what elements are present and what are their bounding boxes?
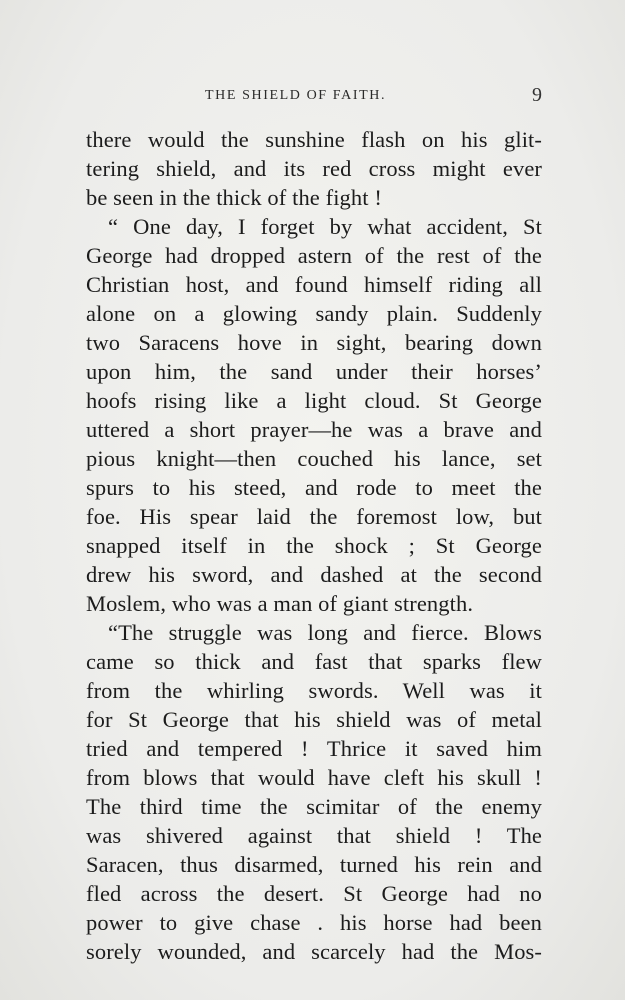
text-line: foe. His spear laid the foremost low, but: [86, 504, 542, 529]
body-text: [86, 125, 542, 966]
text-line: uttered a short prayer—he was a brave and: [86, 417, 542, 442]
text-line: The third time the scimitar of the enemy: [86, 794, 542, 819]
running-title: THE SHIELD OF FAITH.: [205, 88, 387, 103]
text-line: “ One day, I forget by what accident, St: [108, 214, 542, 239]
text-line: pious knight—then couched his lance, set: [86, 446, 542, 471]
text-line: spurs to his steed, and rode to meet the: [86, 475, 542, 500]
text-line: “The struggle was long and fierce. Blows: [108, 620, 542, 645]
text-line: there would the sunshine flash on his glit-: [86, 127, 542, 152]
text-line: George had dropped astern of the rest of the: [86, 243, 542, 268]
text-line: from blows that would have cleft his skull !: [86, 765, 542, 790]
text-line: Moslem, who was a man of giant strength.: [86, 591, 474, 616]
text-line: Saracen, thus disarmed, turned his rein and: [86, 852, 542, 877]
text-line: upon him, the sand under their horses’: [86, 359, 542, 384]
text-line: power to give chase . his horse had been: [86, 910, 542, 935]
text-line: for St George that his shield was of metal: [86, 707, 542, 732]
text-line: hoofs rising like a light cloud. St George: [86, 388, 542, 413]
text-line: fled across the desert. St George had no: [86, 881, 542, 906]
text-line: tried and tempered ! Thrice it saved him: [86, 736, 542, 761]
text-line: drew his sword, and dashed at the second: [86, 562, 542, 587]
text-line: two Saracens hove in sight, bearing down: [86, 330, 542, 355]
text-line: snapped itself in the shock ; St George: [86, 533, 542, 558]
text-line: came so thick and fast that sparks flew: [86, 649, 542, 674]
text-line: was shivered against that shield ! The: [86, 823, 542, 848]
text-line: sorely wounded, and scarcely had the Mos-: [86, 939, 542, 964]
text-line: Christian host, and found himself riding all: [86, 272, 542, 297]
text-line: from the whirling swords. Well was it: [86, 678, 542, 703]
text-line: tering shield, and its red cross might ever: [86, 156, 542, 181]
text-line: be seen in the thick of the fight !: [86, 185, 382, 210]
text-line: alone on a glowing sandy plain. Suddenly: [86, 301, 542, 326]
page-number: 9: [532, 84, 542, 106]
running-head: [0, 84, 625, 108]
